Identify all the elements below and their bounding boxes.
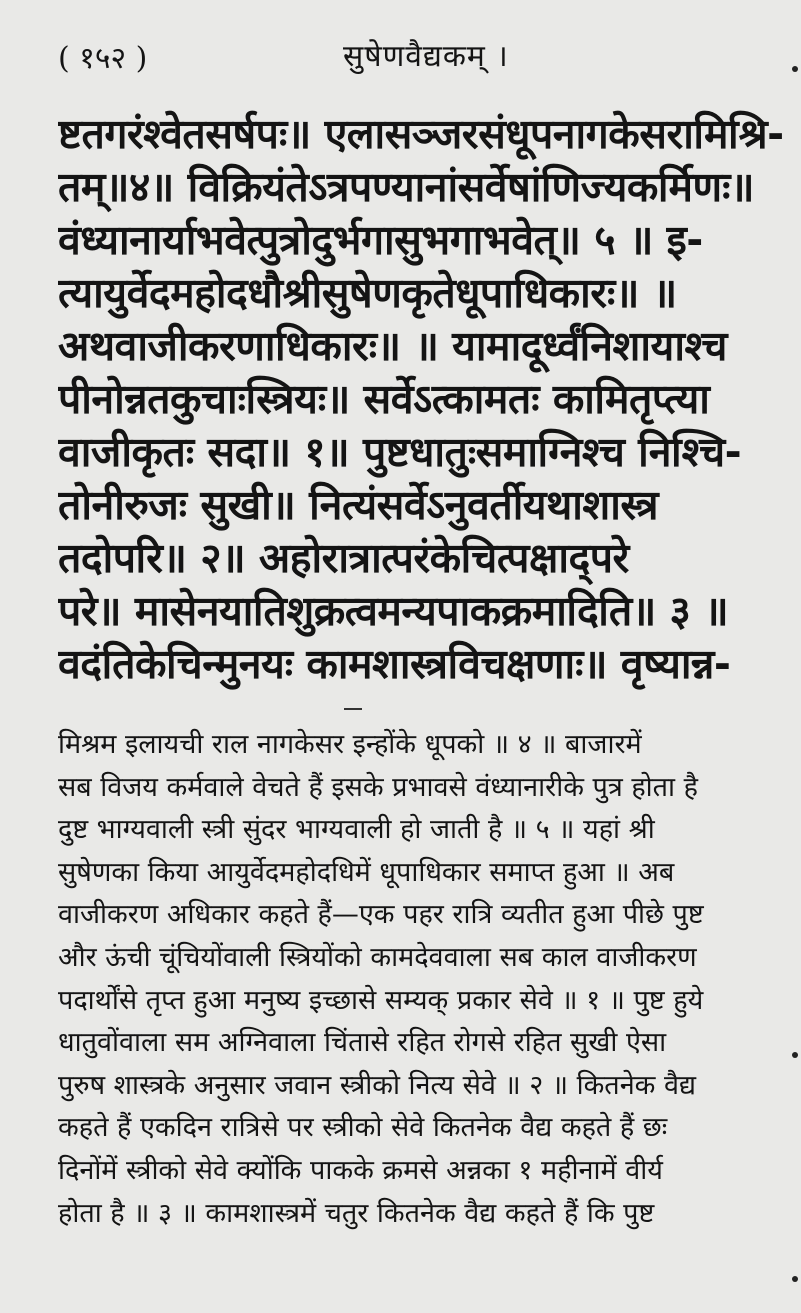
- commentary-line: मिश्रम इलायची राल नागकेसर इन्होंके धूपको ॥ ४ ॥ बाजारमें: [58, 729, 642, 760]
- verse-line: त्यायुर्वेदमहोदधौश्रीसुषेणकृतेधूपाधिकारः॥ ॥: [58, 269, 677, 317]
- commentary-line: और ऊंची चूंचियोंवाली स्त्रियोंको कामदेववाला सब काल वाजीकरण: [58, 941, 697, 973]
- running-title: सुषेणवैद्यकम् ।: [343, 39, 509, 74]
- page-header: [58, 34, 761, 74]
- commentary-line: सब विजय कर्मवाले वेचते हैं इसके प्रभावसे वंध्यानारीके पुत्र होता है: [58, 771, 698, 803]
- verse-line: अथवाजीकरणाधिकारः॥ ॥ यामादूर्ध्वंनिशायाश्च: [58, 322, 727, 370]
- commentary-line: कहते हैं एकदिन रात्रिसे पर स्त्रीको सेवे कितनेक वैद्य कहते हैं छः: [58, 1112, 668, 1144]
- verse-line: परे॥ मासेनयातिशुक्रत्वमन्यपाकक्रमादिति॥ ३ ॥: [58, 587, 729, 635]
- verse-line: तदोपरि॥ २॥ अहोरात्रात्परंकेचित्पक्षाद्परे: [58, 534, 629, 582]
- verse-line: ष्टतगरंश्वेतसर्षपः॥ एलासञ्जरसंधूपनागकेसरामिश्रि-: [58, 110, 784, 158]
- commentary-line: दिनोंमें स्त्रीको सेवे क्योंकि पाकके क्रमसे अन्नका १ महीनामें वीर्य: [58, 1154, 663, 1186]
- sanskrit-verse-block: [58, 108, 788, 691]
- commentary-line: सुषेणका किया आयुर्वेदमहोदधिमें धूपाधिकार समाप्त हुआ ॥ अब: [58, 856, 675, 888]
- verse-line: वदंतिकेचिन्मुनयः कामशास्त्रविचक्षणाः॥ वृष्यान्न-: [58, 640, 731, 688]
- verse-line: वंध्यानार्याभवेत्पुत्रोदुर्भगासुभगाभवेत्॥ ५ ॥ इ-: [58, 216, 703, 264]
- commentary-line: दुष्ट भाग्यवाली स्त्री सुंदर भाग्यवाली हो जाती है ॥ ५ ॥ यहां श्री: [58, 814, 655, 846]
- page-edge-mark: [792, 1276, 798, 1282]
- commentary-line: पुरुष शास्त्रके अनुसार जवान स्त्रीको नित्य सेवे ॥ २ ॥ कितनेक वैद्य: [58, 1069, 697, 1101]
- verse-line: तम्॥४॥ विक्रियंतेऽत्रपण्यानांसर्वेषांणिज्यकर्मिणः॥: [58, 163, 755, 211]
- page-edge-mark: [792, 1052, 798, 1058]
- verse-line: तोनीरुजः सुखी॥ नित्यंसर्वेऽनुवर्तीयथाशास्त्र: [58, 481, 658, 529]
- section-divider: [344, 708, 362, 710]
- verse-line: वाजीकृतः सदा॥ १॥ पुष्टधातुःसमाग्निश्च निश्चि-: [58, 428, 742, 476]
- verse-line: पीनोन्नतकुचाःस्त्रियः॥ सर्वेऽत्कामतः कामितृप्त्या: [58, 375, 710, 423]
- page-number: ( १५२ ): [58, 41, 148, 76]
- commentary-line: पदार्थोंसे तृप्त हुआ मनुष्य इच्छासे सम्यक् प्रकार सेवे ॥ १ ॥ पुष्ट हुये: [58, 984, 704, 1016]
- hindi-commentary-block: [58, 724, 793, 1235]
- commentary-line: धातुवोंवाला सम अग्निवाला चिंतासे रहित रोगसे रहित सुखी ऐसा: [58, 1027, 667, 1059]
- commentary-line: वाजीकरण अधिकार कहते हैं—एक पहर रात्रि व्यतीत हुआ पीछे पुष्ट: [58, 899, 704, 931]
- page-edge-mark: [792, 66, 798, 72]
- commentary-line: होता है ॥ ३ ॥ कामशास्त्रमें चतुर कितनेक वैद्य कहते हैं कि पुष्ट: [58, 1197, 655, 1229]
